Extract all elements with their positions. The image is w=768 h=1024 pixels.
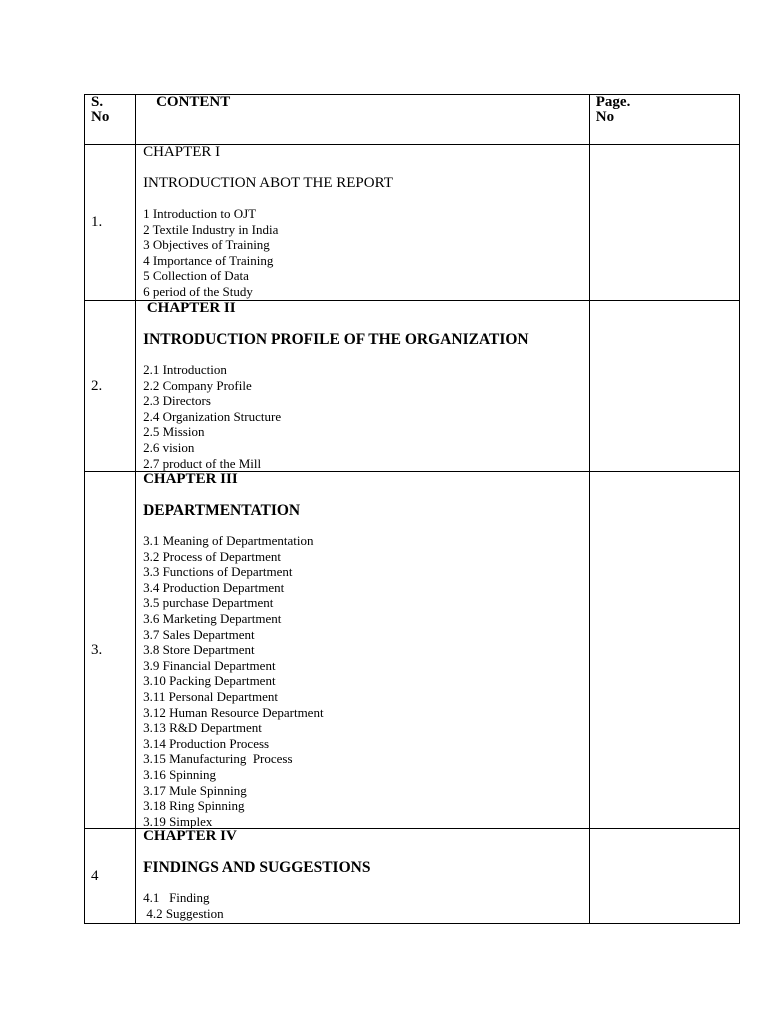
row-content <box>136 145 590 301</box>
row-number: 4 <box>85 829 136 924</box>
header-content: CONTENT <box>136 95 590 145</box>
header-page-line2: No <box>595 109 615 125</box>
list-item: 3.3 Functions of Department <box>143 564 293 580</box>
list-item: 2.2 Company Profile <box>143 377 252 393</box>
list-item: 2.4 Organization Structure <box>143 408 282 424</box>
list-item: 3.16 Spinning <box>143 766 217 782</box>
list-item: 6 period of the Study <box>143 283 253 299</box>
chapter-items <box>143 362 589 471</box>
table-row <box>85 472 740 829</box>
list-item: 2.6 vision <box>143 439 195 455</box>
chapter-title: INTRODUCTION ABOT THE REPORT <box>143 175 393 191</box>
header-sno-line2: No <box>91 109 110 125</box>
list-item: 3.14 Production Process <box>143 735 270 751</box>
list-item: 3.13 R&D Department <box>143 720 262 736</box>
list-item: 3.5 purchase Department <box>143 595 274 611</box>
chapter-title: INTRODUCTION PROFILE OF THE ORGANIZATION <box>143 331 529 348</box>
page-cell <box>589 472 739 829</box>
header-page-line1: Page. <box>595 94 631 110</box>
list-item: 3.7 Sales Department <box>143 626 255 642</box>
chapter-title: FINDINGS AND SUGGESTIONS <box>143 859 371 876</box>
list-item: 3.1 Meaning of Departmentation <box>143 533 314 548</box>
page-cell <box>589 829 739 924</box>
row-number: 3. <box>85 472 136 829</box>
list-item: 3.15 Manufacturing Process <box>143 751 293 767</box>
list-item: 3.6 Marketing Department <box>143 610 282 626</box>
header-sno-line1: S. <box>91 94 104 110</box>
list-item: 2.7 product of the Mill <box>143 455 262 471</box>
list-item: 3.12 Human Resource Department <box>143 704 324 720</box>
chapter-items <box>143 533 589 828</box>
list-item: 3 Objectives of Training <box>143 237 270 253</box>
list-item: 3.19 Simplex <box>143 813 213 828</box>
table-row <box>85 301 740 472</box>
header-row <box>85 95 740 145</box>
list-item: 4.1 Finding <box>143 890 210 905</box>
chapter-label: CHAPTER IV <box>143 829 237 844</box>
table-row <box>85 829 740 924</box>
row-content <box>136 472 590 829</box>
list-item: 2.5 Mission <box>143 424 205 440</box>
page-cell <box>589 301 739 472</box>
chapter-label: CHAPTER II <box>143 301 236 316</box>
list-item: 3.8 Store Department <box>143 642 255 658</box>
table-of-contents <box>84 94 740 924</box>
list-item: 3.4 Production Department <box>143 579 285 595</box>
list-item: 3.11 Personal Department <box>143 688 278 704</box>
list-item: 5 Collection of Data <box>143 268 249 284</box>
list-item: 4 Importance of Training <box>143 252 274 268</box>
list-item: 3.10 Packing Department <box>143 673 276 689</box>
chapter-label: CHAPTER III <box>143 472 238 487</box>
chapter-label: CHAPTER I <box>143 145 221 160</box>
list-item: 3.18 Ring Spinning <box>143 798 245 814</box>
chapter-items <box>143 890 589 921</box>
row-content <box>136 301 590 472</box>
chapter-items <box>143 206 589 300</box>
page-cell <box>589 145 739 301</box>
header-page <box>589 95 739 145</box>
header-sno <box>85 95 136 145</box>
list-item: 3.9 Financial Department <box>143 657 276 673</box>
chapter-title: DEPARTMENTATION <box>143 502 301 519</box>
list-item: 2 Textile Industry in India <box>143 221 279 237</box>
list-item: 4.2 Suggestion <box>143 905 224 921</box>
row-number: 1. <box>85 145 136 301</box>
list-item: 2.3 Directors <box>143 393 211 409</box>
list-item: 2.1 Introduction <box>143 362 227 377</box>
table-row <box>85 145 740 301</box>
list-item: 3.2 Process of Department <box>143 548 281 564</box>
list-item: 1 Introduction to OJT <box>143 206 257 221</box>
list-item: 3.17 Mule Spinning <box>143 782 247 798</box>
row-content <box>136 829 590 924</box>
row-number: 2. <box>85 301 136 472</box>
